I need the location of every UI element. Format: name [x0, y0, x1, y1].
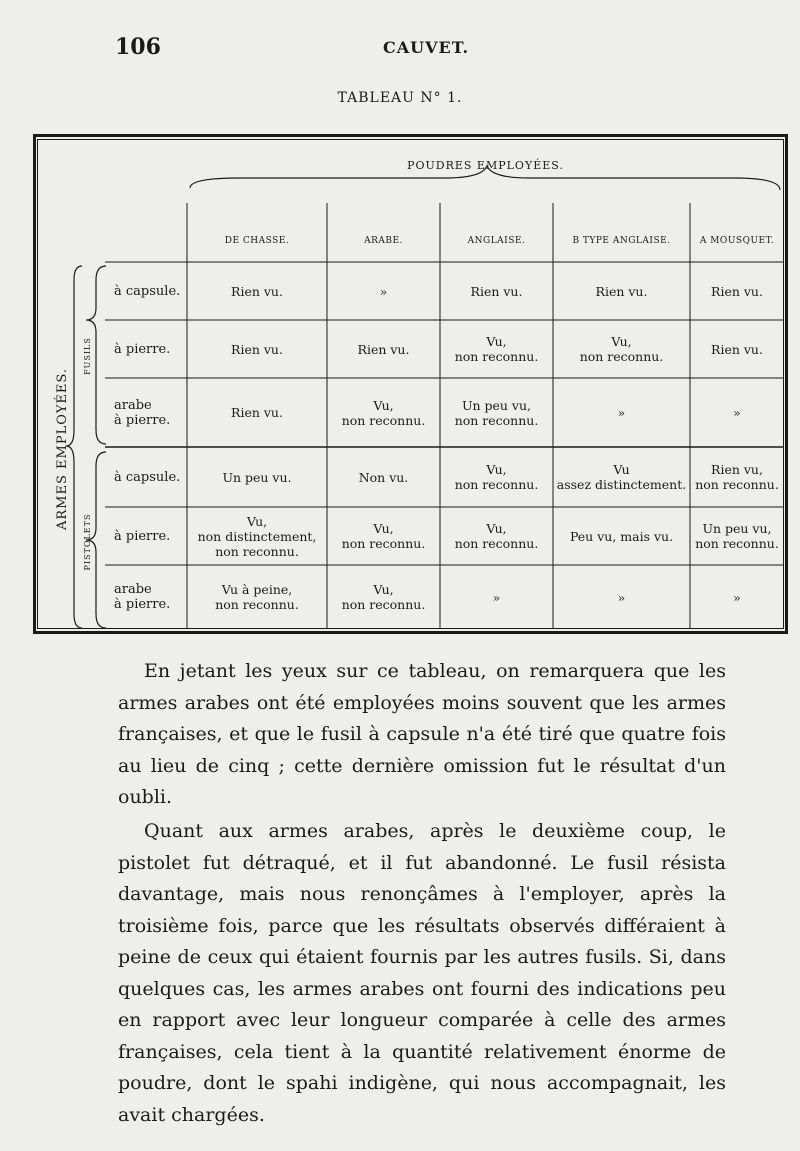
table-cell: Vu, non reconnu. — [341, 397, 426, 428]
column-header: A MOUSQUET. — [699, 235, 775, 246]
section-label-pistolets: PISTOLETS — [83, 513, 92, 571]
table-cell: Vu, non reconnu. — [341, 582, 426, 612]
table-cell: » — [492, 589, 501, 605]
table-cell: » — [733, 405, 741, 420]
running-title: CAUVET. — [383, 38, 470, 57]
table-cell: Rien vu. — [357, 341, 410, 357]
table-cell: Vu, non reconnu. — [341, 521, 426, 551]
row-label: arabe à pierre. — [114, 582, 171, 612]
table-cell: Un peu vu, non reconnu. — [695, 521, 779, 551]
table-cell: Rien vu. — [231, 341, 283, 357]
table-cell: Un peu vu. — [222, 469, 292, 485]
table-cell: » — [733, 589, 741, 605]
row-label: à pierre. — [114, 341, 171, 357]
column-header: B TYPE ANGLAISE. — [572, 235, 671, 246]
table-cell: Vu, non reconnu. — [454, 521, 539, 551]
paragraph-1-text: En jetant les yeux sur ce tableau, on remarquera que les armes arabes ont été employées moins souvent que les armes françaises, et que le fusil à capsule n'a été tiré que quatre fois au lieu de cinq ; cette dernière omission fut le résultat d'un oubli. — [118, 660, 726, 808]
table-cell: » — [379, 283, 388, 299]
table-cell: Peu vu, mais vu. — [569, 528, 674, 544]
table-cell: Rien vu. — [470, 283, 523, 299]
group-header: POUDRES EMPLOYÉES. — [407, 159, 564, 172]
section-label-fusils: FUSILS — [83, 337, 92, 375]
row-label: arabe à pierre. — [114, 397, 171, 428]
column-header: ANGLAISE. — [467, 235, 526, 246]
table-cell: Vu, non reconnu. — [454, 334, 539, 364]
table-cell: Vu, non reconnu. — [454, 462, 539, 492]
table-cell: Un peu vu, non reconnu. — [454, 397, 539, 428]
column-header: ARABE. — [364, 235, 403, 246]
table-cell: Rien vu. — [711, 341, 763, 357]
page-number: 106 — [115, 34, 161, 60]
row-label: à capsule. — [114, 469, 181, 485]
table-title: TABLEAU N° 1. — [337, 90, 463, 106]
table-cell: Rien vu. — [231, 405, 283, 420]
table-cell: Vu assez distinctement. — [556, 462, 687, 492]
column-header: DE CHASSE. — [224, 235, 290, 246]
table-cell: Rien vu. — [231, 283, 283, 299]
table-cell: Vu, non reconnu. — [579, 334, 664, 364]
row-label: à pierre. — [114, 528, 171, 544]
row-label: à capsule. — [114, 283, 181, 299]
table-cell: Vu à peine, non reconnu. — [215, 582, 299, 612]
paragraph-2 — [118, 816, 726, 1131]
table-cell: » — [617, 405, 626, 420]
paragraph-1 — [118, 656, 726, 814]
running-head — [115, 34, 735, 64]
table-cell: Rien vu. — [711, 283, 763, 299]
table-cell: Non vu. — [358, 469, 409, 485]
table-cell: » — [617, 589, 626, 605]
paragraph-2-text: Quant aux armes arabes, après le deuxième coup, le pistolet fut détraqué, et il fut abandonné. Le fusil résista davantage, mais nous renonçâmes à l'employer, après la troisième fois, parce que les résultats observés différaient à peine de ceux qui étaient fournis par les autres fusils. Si, dans quelques cas, les armes arabes ont fourni des indications peu en rapport avec leur longueur comparée à celle des armes françaises, cela tient à la quantité relativement énorme de poudre, dont le spahi indigène, qui nous accompagnait, les avait chargées. — [118, 820, 726, 1126]
table-cell: Vu, non distinctement, non reconnu. — [197, 513, 317, 559]
table-inner-frame — [37, 139, 784, 629]
side-label-armes: ARMES EMPLOYÉES. — [55, 368, 70, 530]
table-cell: Rien vu, non reconnu. — [695, 462, 779, 492]
table-cell: Rien vu. — [595, 283, 648, 299]
